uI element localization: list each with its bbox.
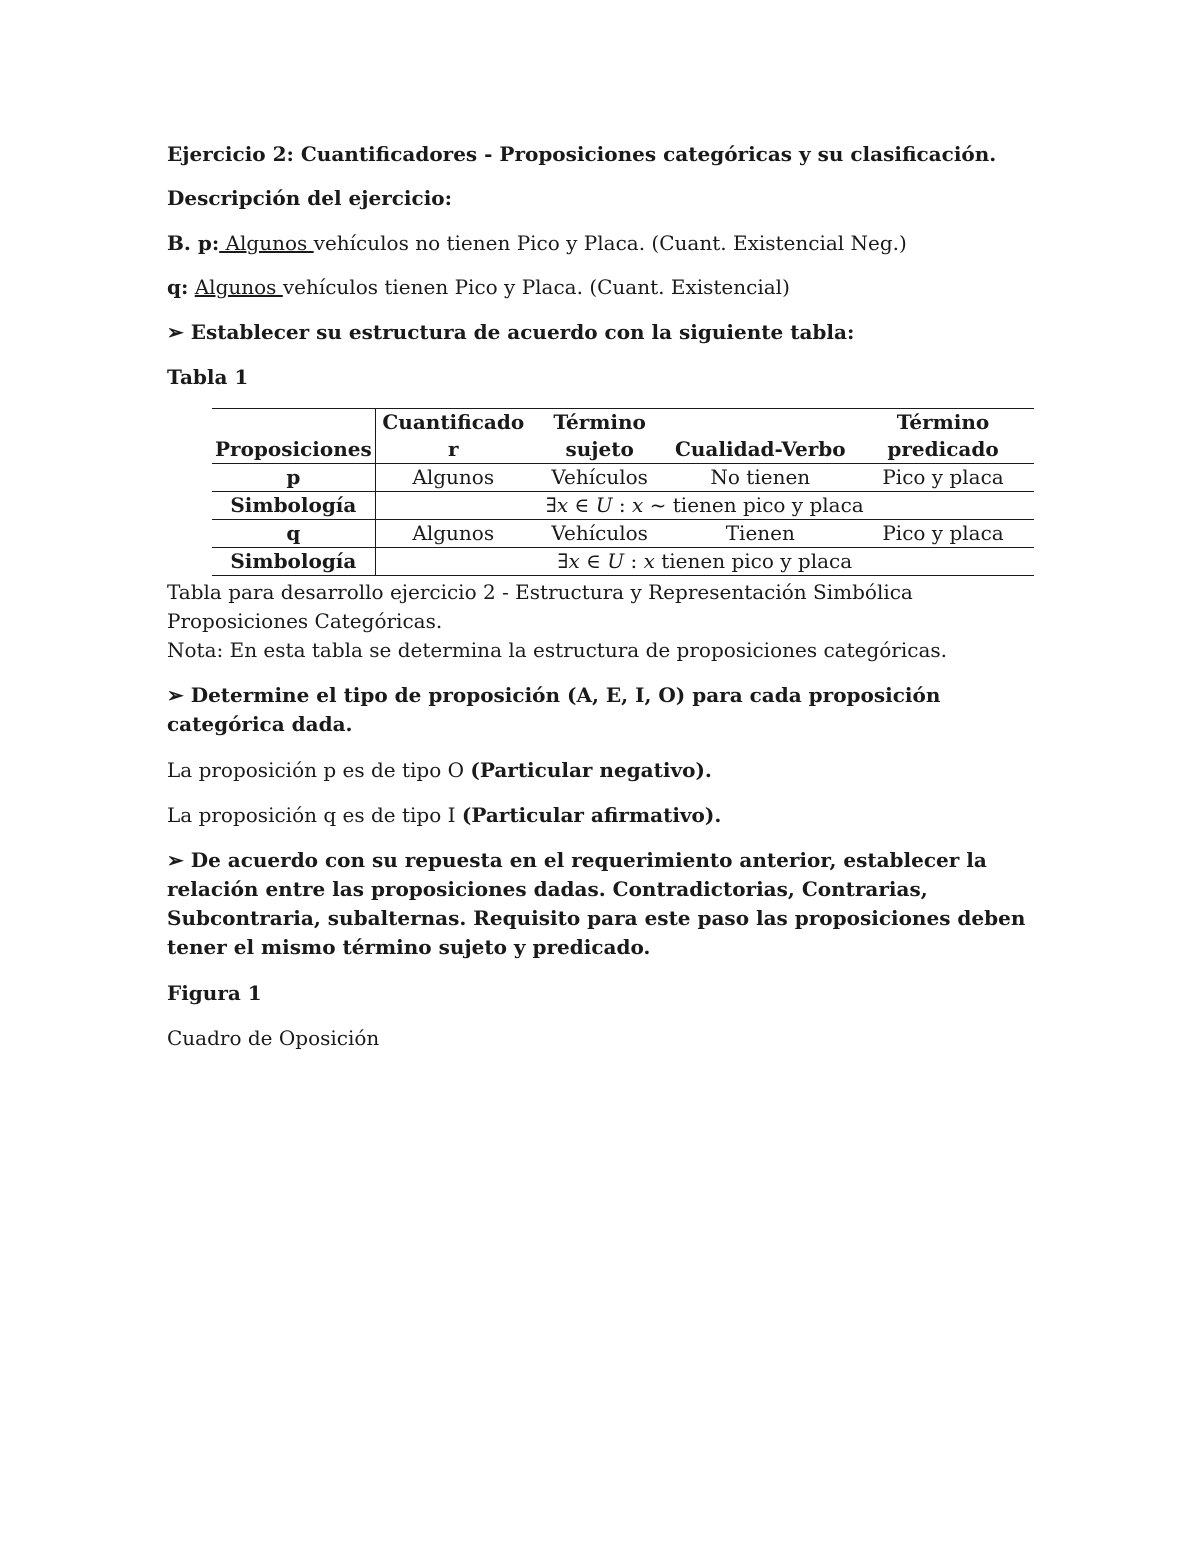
table-header-row [212, 409, 1034, 464]
header-termino-sujeto: Término sujeto [531, 409, 669, 464]
table-row-symbol-q [212, 548, 1034, 576]
cell-symbol-q-label: Simbología [212, 548, 375, 576]
cell-p-label: p [212, 464, 375, 492]
cell-symbol-q: ∃x ∈ U : x tienen pico y placa [375, 548, 1034, 576]
propositions-table [212, 408, 1034, 576]
table-label: Tabla 1 [167, 365, 249, 389]
table-row-q [212, 520, 1034, 548]
header-termino-predicado: Término predicado [852, 409, 1034, 464]
proposition-p-text: vehículos no tienen Pico y Placa. (Cuant. Existencial Neg.) [313, 231, 907, 255]
cell-q-subject: Vehículos [531, 520, 669, 548]
proposition-q-quantifier: Algunos [194, 275, 283, 299]
proposition-q-prefix: q: [167, 275, 189, 299]
cell-p-quantifier: Algunos [375, 464, 531, 492]
cell-q-predicate: Pico y placa [852, 520, 1034, 548]
header-proposiciones: Proposiciones [212, 409, 375, 464]
header-cuantificador: Cuantificado r [375, 409, 531, 464]
proposition-p-quantifier: Algunos [219, 231, 314, 255]
cell-p-verb: No tienen [669, 464, 853, 492]
table-note: Nota: En esta tabla se determina la estructura de proposiciones categóricas. [167, 638, 947, 662]
step-1-instruction: ➢ Establecer su estructura de acuerdo con la siguiente tabla: [167, 320, 855, 344]
step-2-instruction: ➢ Determine el tipo de proposición (A, E, I, O) para cada proposición categórica dada. [167, 683, 941, 736]
table-row-p [212, 464, 1034, 492]
cell-q-quantifier: Algunos [375, 520, 531, 548]
cell-p-subject: Vehículos [531, 464, 669, 492]
proposition-p [167, 229, 907, 258]
exercise-title: Ejercicio 2: Cuantificadores - Proposiciones categóricas y su clasificación. [167, 142, 997, 166]
figure-title: Cuadro de Oposición [167, 1026, 380, 1050]
cell-p-predicate: Pico y placa [852, 464, 1034, 492]
answer-q: La proposición q es de tipo I (Particular afirmativo). [167, 803, 722, 827]
table-caption: Tabla para desarrollo ejercicio 2 - Estructura y Representación Simbólica Proposiciones Categóricas. [167, 580, 913, 633]
answer-p: La proposición p es de tipo O (Particular negativo). [167, 758, 712, 782]
figure-label: Figura 1 [167, 981, 262, 1005]
cell-symbol-p: ∃x ∈ U : x ~ tienen pico y placa [375, 492, 1034, 520]
cell-q-label: q [212, 520, 375, 548]
proposition-q-text: vehículos tienen Pico y Placa. (Cuant. Existencial) [282, 275, 790, 299]
description-label: Descripción del ejercicio: [167, 186, 453, 210]
table-row-symbol-p [212, 492, 1034, 520]
proposition-p-prefix: B. p: [167, 231, 220, 255]
step-3-instruction: ➢ De acuerdo con su repuesta en el requerimiento anterior, establecer la relación entre las proposiciones dadas. Contradictorias, Contrarias, Subcontraria, subalternas. Requisito para este paso las proposiciones deben tener el mismo término sujeto y predicado. [167, 848, 1026, 959]
cell-symbol-p-label: Simbología [212, 492, 375, 520]
header-cualidad-verbo: Cualidad-Verbo [669, 409, 853, 464]
proposition-q [167, 273, 790, 302]
cell-q-verb: Tienen [669, 520, 853, 548]
